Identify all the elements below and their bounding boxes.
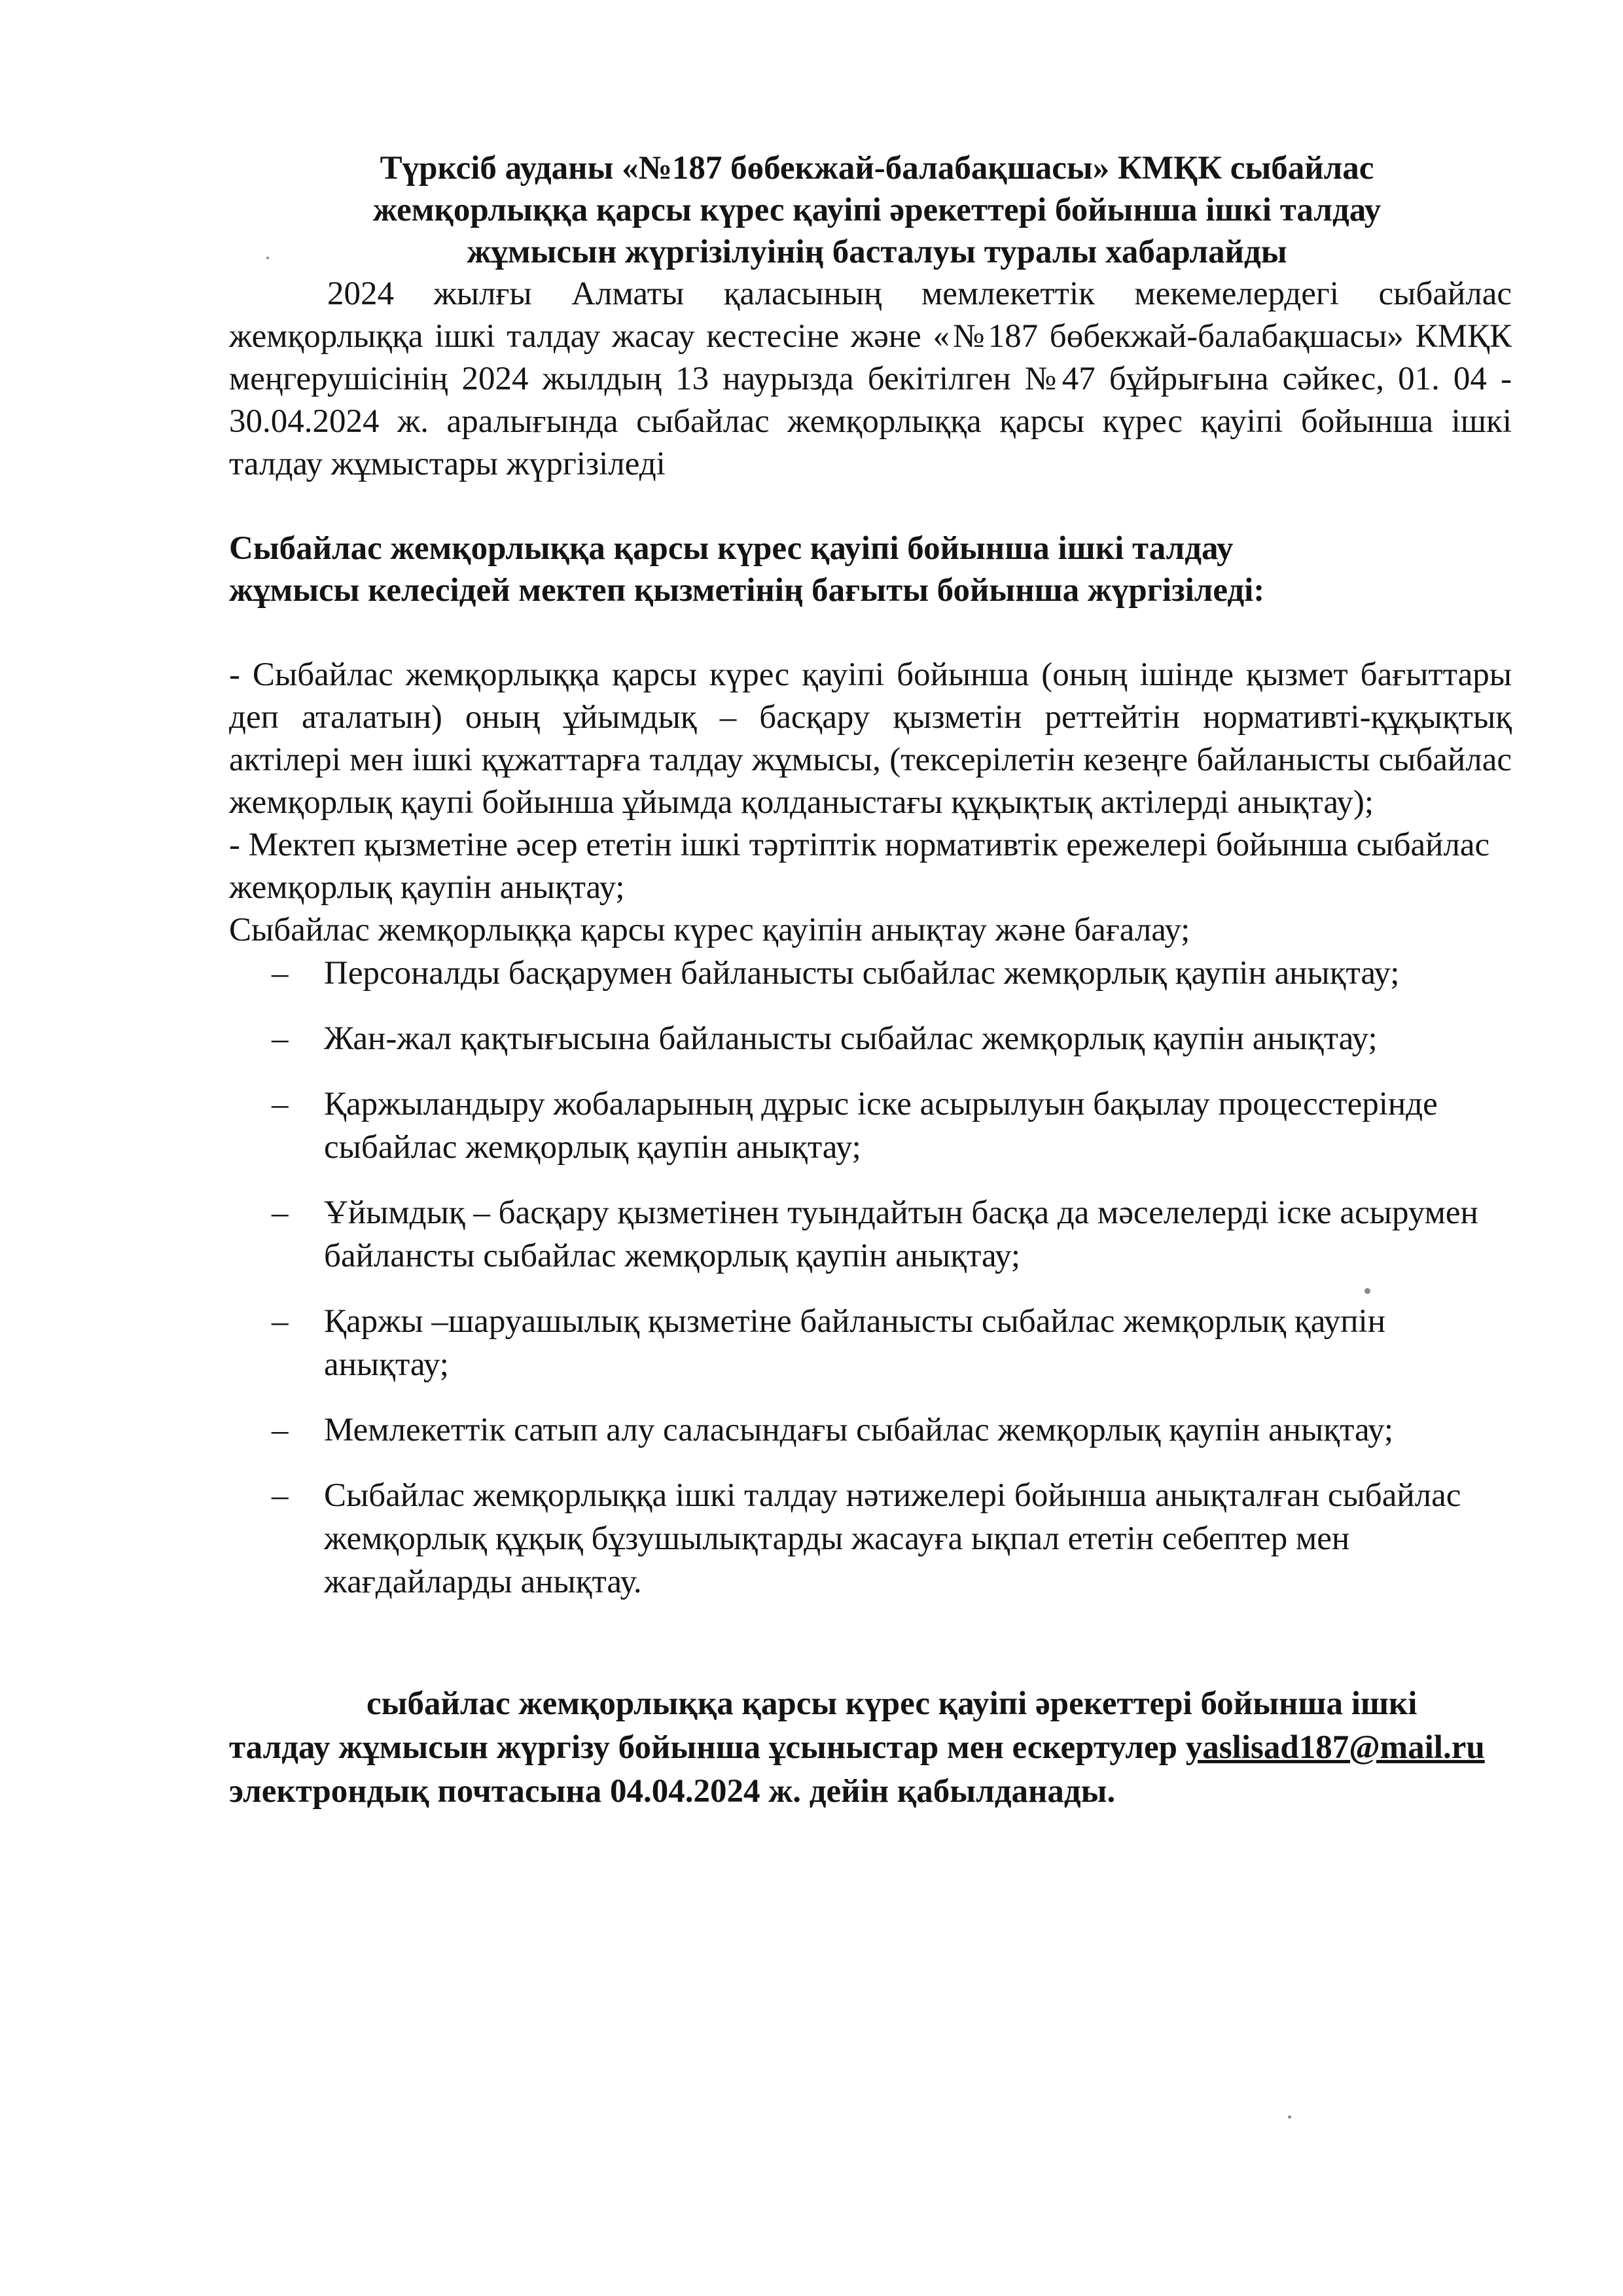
list-item-text: Сыбайлас жемқорлыққа ішкі талдау нәтижелері бойынша анықталған сыбайлас жемқорлық құқық бұзушылықтарды жасауға ықпал ететін себептер мен жағдайларды анықтау.: [324, 1477, 1461, 1600]
direction-paragraph-3: Сыбайлас жемқорлыққа қарсы күрес қауіпін анықтау және бағалау;: [229, 912, 1190, 948]
list-dash: –: [272, 1020, 289, 1057]
scan-speck-3: [1288, 2115, 1291, 2119]
email-link[interactable]: yaslisad187@mail.ru: [1185, 1729, 1485, 1766]
list-item: [229, 1191, 1512, 1278]
list-item: [229, 952, 1512, 995]
section-heading-line-2: жұмысы келесідей мектеп қызметінің бағыты бойынша жүргізіледі:: [229, 572, 1265, 609]
title-line-3: жұмысын жүргізілуінің басталуы туралы хабарлайды: [467, 234, 1287, 270]
list-item-text: Жан-жал қақтығысына байланысты сыбайлас жемқорлық қаупін анықтау;: [324, 1020, 1378, 1057]
list-item: [229, 1017, 1512, 1060]
direction-paragraph-2: - Мектеп қызметіне әсер ететін ішкі тәртіптік нормативтік ережелері бойынша сыбайлас жемқорлық қаупін анықтау;: [229, 827, 1490, 906]
document-body: [229, 147, 1512, 1814]
document-title: [229, 147, 1512, 273]
list-dash: –: [272, 1412, 289, 1448]
list-item-text: Қаржы –шаруашылық қызметіне байланысты сыбайлас жемқорлық қаупін анықтау;: [324, 1303, 1386, 1383]
list-dash: –: [272, 1477, 289, 1514]
risk-list: [229, 952, 1512, 1604]
intro-paragraph: 2024 жылғы Алматы қаласының мемлекеттік мекемелердегі сыбайлас жемқорлыққа ішкі талдау жасау кестесіне және «№187 бөбекжай-балабақшасы» КМҚК меңгерушісінің 2024 жылдың 13 наурызда бекітілген №47 бұйрығына сәйкес, 01. 04 - 30.04.2024 ж. аралығында сыбайлас жемқорлыққа қарсы күрес қауіпі бойынша ішкі талдау жұмыстары жүргізіледі: [229, 276, 1512, 482]
list-item-text: Ұйымдық – басқару қызметінен туындайтын басқа да мәселелерді іске асырумен байланcты сыбайлас жемқорлық қаупін анықтау;: [324, 1194, 1478, 1274]
scan-speck-1: [1364, 1288, 1370, 1294]
scan-speck-2: [266, 257, 269, 259]
footer-text-after-email: электрондық почтасына 04.04.2024 ж. дейін қабылданады.: [229, 1773, 1116, 1810]
title-line-2: жемқорлыққа қарсы күрес қауіпі әрекеттері бойынша ішкі талдау: [372, 192, 1382, 228]
footer-notice: [229, 1682, 1512, 1814]
list-dash: –: [272, 1303, 289, 1340]
footer-text-before-email: сыбайлас жемқорлыққа қарсы күрес қауіпі әрекеттері бойынша ішкі талдау жұмысын жүргізу бойынша ұсыныстар мен ескертулер: [229, 1685, 1418, 1766]
title-line-1: Түрксіб ауданы «№187 бөбекжай-балабақшасы» КМҚК сыбайлас: [380, 150, 1374, 187]
list-item: [229, 1300, 1512, 1386]
list-dash: –: [272, 1086, 289, 1122]
section-heading: [229, 528, 1512, 611]
list-item: [229, 1083, 1512, 1169]
list-dash: –: [272, 955, 289, 992]
list-item-text: Мемлекеттік сатып алу саласындағы сыбайлас жемқорлық қаупін анықтау;: [324, 1412, 1394, 1448]
section-heading-line-1: Сыбайлас жемқорлыққа қарсы күрес қауіпі бойынша ішкі талдау: [229, 530, 1234, 567]
list-item: [229, 1408, 1512, 1452]
list-item-text: Қаржыландыру жобаларының дұрыс іске асырылуын бақылау процесстерінде сыбайлас жемқорлық қаупін анықтау;: [324, 1086, 1438, 1166]
direction-paragraph-1: - Сыбайлас жемқорлыққа қарсы күрес қауіпі бойынша (оның ішінде қызмет бағыттары деп аталатын) оның ұйымдық – басқару қызметін реттейтін нормативті-құқықтық актілері мен ішкі құжаттарға талдау жұмысы, (тексерілетін кезеңге байланысты сыбайлас жемқорлық қаупі бойынша ұйымда қолданыстағы құқықтық актілерді анықтау);: [229, 656, 1512, 821]
list-item: [229, 1474, 1512, 1604]
list-dash: –: [272, 1194, 289, 1231]
list-item-text: Персоналды басқарумен байланысты сыбайлас жемқорлық қаупін анықтау;: [324, 955, 1400, 992]
